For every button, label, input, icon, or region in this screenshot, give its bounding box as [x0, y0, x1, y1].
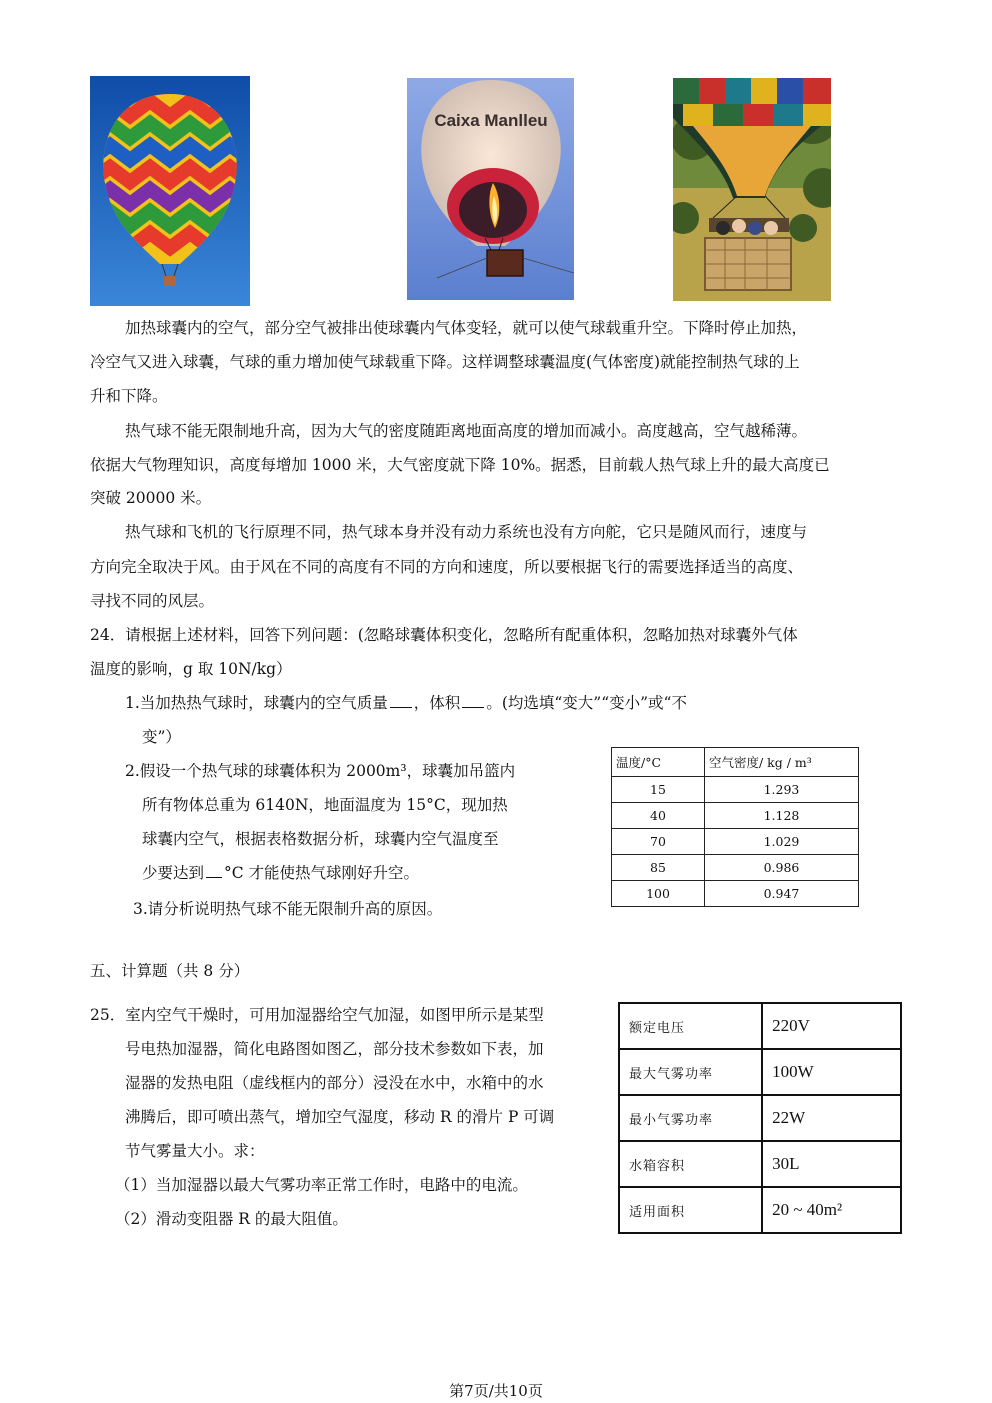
paragraph-1-line-1: 加热球囊内的空气，部分空气被排出使球囊内气体变轻，就可以使气球载重升空。下降时停止加热，	[125, 319, 808, 337]
cell-density: 0.947	[705, 881, 859, 907]
balloon-photo-caixa-manlleu	[407, 78, 574, 300]
rainbow-balloon-illustration	[90, 76, 250, 306]
header-temperature: 温度/°C	[612, 748, 705, 777]
q24-sub2-line-1: 2.假设一个热气球的球囊体积为 2000m³，球囊加吊篮内	[125, 762, 516, 780]
paragraph-1-line-3: 升和下降。	[90, 387, 168, 405]
cell-density: 1.029	[705, 829, 859, 855]
paragraph-2-line-2: 依据大气物理知识，高度每增加 1000 米，大气密度就下降 10%。据悉，目前载人热气球上升的最大高度已	[90, 456, 830, 474]
q24-sub1-continued: 变”）	[142, 728, 181, 746]
q25-sub1: （1）当加湿器以最大气雾功率正常工作时，电路中的电流。	[115, 1176, 528, 1194]
table-row	[619, 1095, 901, 1141]
table-row	[612, 881, 859, 907]
paragraph-2-line-3: 突破 20000 米。	[90, 489, 212, 507]
q24-sub3: 3.请分析说明热气球不能无限制升高的原因。	[133, 900, 443, 918]
q24-sub2-text-b: °C 才能使热气球刚好升空。	[224, 864, 420, 882]
balloon-photo-rainbow	[90, 76, 250, 306]
answer-blank-mass[interactable]	[390, 693, 412, 708]
table-row	[619, 1049, 901, 1095]
paragraph-3-line-2: 方向完全取决于风。由于风在不同的高度有不同的方向和速度，所以要根据飞行的需要选择适当的高度、	[90, 558, 804, 576]
q24-sub2-text-a: 少要达到	[142, 864, 205, 882]
burner-balloon-illustration	[407, 78, 574, 300]
balloon-photo-basket	[673, 78, 831, 301]
paragraph-1-line-2: 冷空气又进入球囊，气球的重力增加使气球载重下降。这样调整球囊温度(气体密度)就能控制热气球的上	[90, 353, 800, 371]
cell-temperature: 85	[612, 855, 705, 881]
q25-line-3: 湿器的发热电阻（虚线框内的部分）浸没在水中，水箱中的水	[125, 1074, 544, 1092]
table-row	[612, 803, 859, 829]
table-header-row	[612, 748, 859, 777]
paragraph-3-line-3: 寻找不同的风层。	[90, 592, 215, 610]
q24-stem-line-2: 温度的影响，g 取 10N/kg）	[90, 660, 292, 678]
spec-label: 水箱容积	[619, 1141, 762, 1187]
paragraph-2-line-1: 热气球不能无限制地升高，因为大气的密度随距离地面高度的增加而减小。高度越高，空气越稀薄。	[125, 422, 808, 440]
sponsor-lettering: Caixa Manlleu	[434, 111, 548, 130]
answer-blank-volume[interactable]	[462, 693, 484, 708]
table-row	[619, 1187, 901, 1233]
table-row	[612, 777, 859, 803]
q25-line-2: 号电热加湿器，简化电路图如图乙，部分技术参数如下表，加	[125, 1040, 544, 1058]
basket-balloon-illustration	[673, 78, 831, 301]
spec-label: 最小气雾功率	[619, 1095, 762, 1141]
spec-label: 额定电压	[619, 1003, 762, 1049]
cell-density: 1.293	[705, 777, 859, 803]
q24-stem-line-1: 24．请根据上述材料，回答下列问题：(忽略球囊体积变化，忽略所有配重体积，忽略加热对球囊外气体	[90, 626, 798, 644]
cell-temperature: 40	[612, 803, 705, 829]
cell-density: 0.986	[705, 855, 859, 881]
q25-line-1: 25．室内空气干燥时，可用加湿器给空气加湿，如图甲所示是某型	[90, 1006, 544, 1024]
q25-line-4: 沸腾后，即可喷出蒸气，增加空气湿度，移动 R 的滑片 P 可调	[125, 1108, 555, 1126]
specs-table	[618, 1002, 902, 1234]
table-row	[619, 1003, 901, 1049]
section-title: 五、计算题（共 8 分）	[90, 962, 250, 980]
page-number: 第7页/共10页	[449, 1382, 543, 1400]
spec-label: 适用面积	[619, 1187, 762, 1233]
paragraph-3-line-1: 热气球和飞机的飞行原理不同，热气球本身并没有动力系统也没有方向舵，它只是随风而行，速度与	[125, 523, 808, 541]
cell-temperature: 15	[612, 777, 705, 803]
q24-sub2-line-3: 球囊内空气，根据表格数据分析，球囊内空气温度至	[142, 830, 499, 848]
table-row	[619, 1141, 901, 1187]
cell-temperature: 70	[612, 829, 705, 855]
spec-label: 最大气雾功率	[619, 1049, 762, 1095]
q24-sub1	[125, 693, 687, 713]
header-density: 空气密度/ kg / m³	[705, 748, 859, 777]
q24-sub1-text-c: 。(均选填“变大”“变小”或“不	[486, 694, 687, 712]
answer-blank-temperature[interactable]	[206, 863, 222, 878]
table-row	[612, 855, 859, 881]
density-table	[611, 747, 859, 907]
spec-value: 100W	[762, 1049, 901, 1095]
q24-sub1-text-b: ，体积	[413, 694, 461, 712]
cell-density: 1.128	[705, 803, 859, 829]
q25-line-5: 节气雾量大小。求：	[125, 1142, 265, 1160]
cell-temperature: 100	[612, 881, 705, 907]
q24-sub2-line-2: 所有物体总重为 6140N，地面温度为 15°C，现加热	[142, 796, 508, 814]
q24-sub2-line-4	[142, 863, 419, 883]
q25-sub2: （2）滑动变阻器 R 的最大阻值。	[115, 1210, 348, 1228]
q24-sub1-text-a: 1.当加热热气球时，球囊内的空气质量	[125, 694, 388, 712]
table-row	[612, 829, 859, 855]
spec-value: 30L	[762, 1141, 901, 1187]
spec-value: 20 ~ 40m²	[762, 1187, 901, 1233]
spec-value: 220V	[762, 1003, 901, 1049]
spec-value: 22W	[762, 1095, 901, 1141]
